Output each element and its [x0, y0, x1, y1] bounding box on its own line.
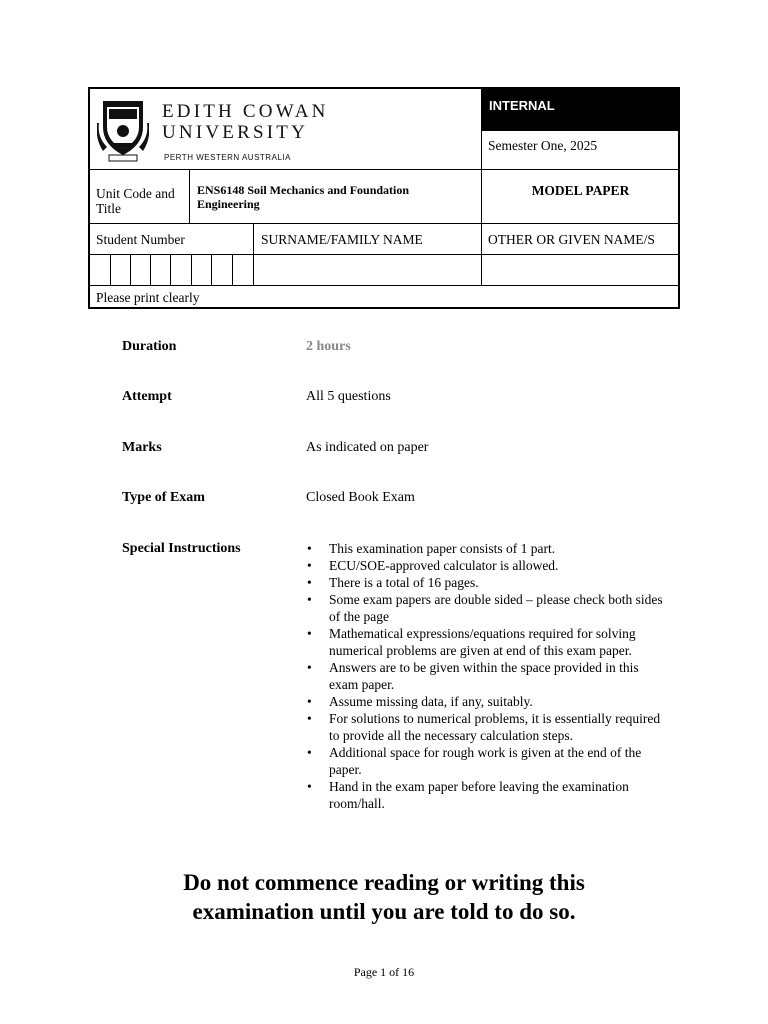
- list-item: • This examination paper consists of 1 part.: [306, 540, 666, 557]
- divider: [90, 169, 680, 170]
- divider: [481, 130, 680, 131]
- marks-label: Marks: [122, 440, 162, 455]
- list-item: • Some exam papers are double sided – please check both sides of the page: [306, 591, 666, 625]
- commence-notice: Do not commence reading or writing this examination until you are told to do so.: [183, 870, 585, 924]
- list-item: • Answers are to be given within the space provided in this exam paper.: [306, 659, 666, 693]
- unit-title: ENS6148 Soil Mechanics and Foundation Engineering: [197, 183, 410, 211]
- given-name-label: OTHER OR GIVEN NAME/S: [488, 232, 655, 247]
- duration-value: 2 hours: [306, 339, 351, 354]
- internal-label: INTERNAL: [482, 89, 680, 131]
- list-item: • Hand in the exam paper before leaving the examination room/hall.: [306, 778, 666, 812]
- exam-type-value: Closed Book Exam: [306, 490, 415, 505]
- paper-type: MODEL PAPER: [531, 183, 630, 198]
- semester-text: Semester One, 2025: [488, 138, 598, 153]
- exam-type-label: Type of Exam: [122, 490, 205, 505]
- university-name: EDITH COWAN UNIVERSITY: [162, 101, 329, 143]
- divider: [189, 169, 190, 223]
- list-item: • Assume missing data, if any, suitably.: [306, 693, 666, 710]
- unit-code-label: Unit Code and Title: [96, 186, 175, 216]
- list-item: • For solutions to numerical problems, it is essentially required to provide all the necessary calculation steps.: [306, 710, 666, 744]
- instructions-list: [306, 540, 666, 812]
- marks-value: As indicated on paper: [306, 440, 429, 455]
- list-item: • Additional space for rough work is given at the end of the paper.: [306, 744, 666, 778]
- university-crest-logo: [97, 97, 149, 165]
- print-clearly-note: Please print clearly: [96, 290, 200, 305]
- attempt-value: All 5 questions: [306, 389, 391, 404]
- student-number-label: Student Number: [96, 232, 185, 247]
- list-item: • ECU/SOE-approved calculator is allowed.: [306, 557, 666, 574]
- exam-header-table: [88, 87, 680, 309]
- university-location: PERTH WESTERN AUSTRALIA: [164, 153, 291, 162]
- list-item: • There is a total of 16 pages.: [306, 574, 666, 591]
- page-number: Page 1 of 16: [353, 965, 415, 979]
- divider: [90, 223, 680, 224]
- duration-label: Duration: [122, 339, 177, 354]
- surname-label: SURNAME/FAMILY NAME: [261, 232, 423, 247]
- divider: [90, 285, 680, 286]
- surname-field[interactable]: [254, 255, 480, 284]
- special-instructions-label: Special Instructions: [122, 541, 241, 556]
- list-item: • Mathematical expressions/equations required for solving numerical problems are given at end of this exam paper.: [306, 625, 666, 659]
- attempt-label: Attempt: [122, 389, 172, 404]
- given-name-field[interactable]: [482, 255, 679, 284]
